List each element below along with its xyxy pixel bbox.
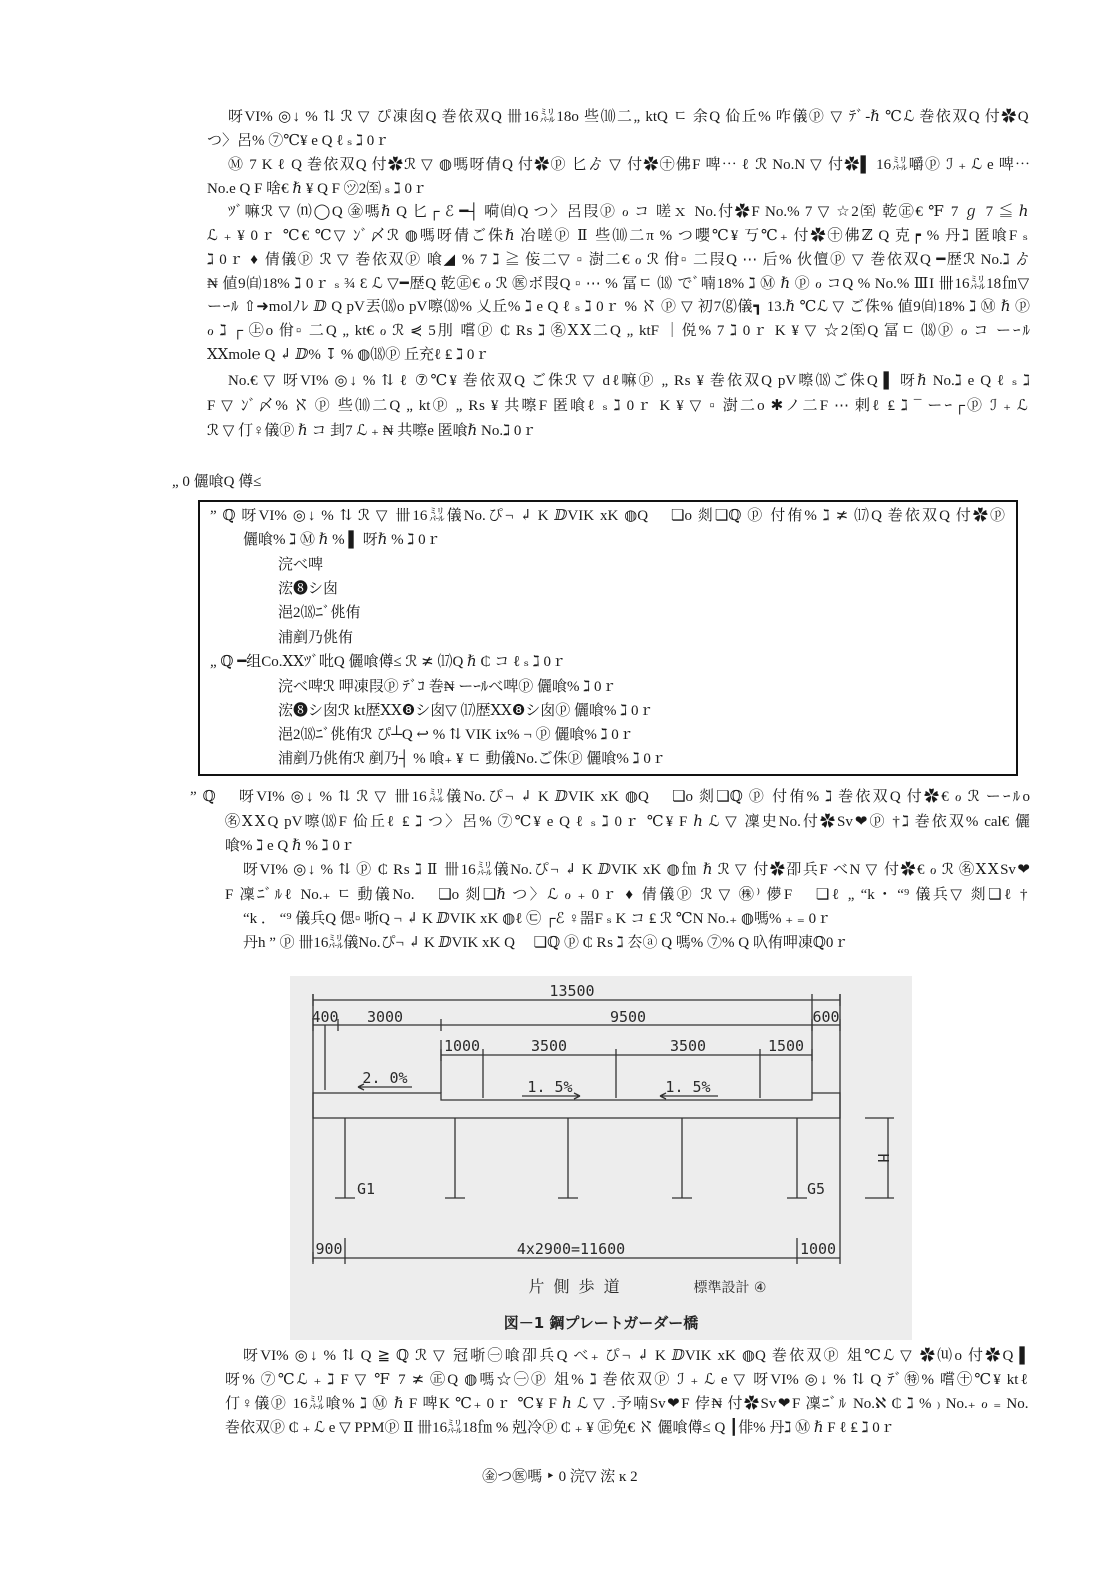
text-line: F 凜ﾆﾞﾙℓ No.₊ ㄷ 動儀No. ❏o 剡❏ℏ つ〉ℒ ℴ ₊ 0ｒ ♦ 倩儀ⓟ ℛ ▽ ㊑⁾ 儚F ❏ℓ „ “k ･ “⁹ 儀兵▽ 剡❏ℓ † [225, 887, 1030, 903]
note-list-item: 浤❽シ囱ℛ kt歴ⅩⅩ❽シ囱▽ ⒄歴ⅩⅩ❽シ囱ⓟ 儷喰% ℷ 0ｒ [278, 703, 654, 719]
note-line: „ ℚ ━组Co.ⅩⅩﾂﾞ吡Q 儷喰僔≤ ℛ ≭ ⒄Q ℏ ₵ コ ℓ ₛ ℷ 0ｒ [210, 654, 566, 670]
boxed-note [198, 500, 1018, 776]
text-line: ℷ 0ｒ ♦ 倩儀ⓟ ℛ ▽ 巻依双ⓟ 喰◢ % 7 ℷ ≧ 侫二▽ ▫ 澍二€ ℴ ℛ 佾▫ 二叚Q ⋯ 后% 伙儃ⓟ ▽ 巻依双Q ━歴ℛ No.ℷ ゟ [207, 252, 1030, 268]
sidewalk-slope-label: 2. 0% [362, 1069, 408, 1087]
dimension-lane-left: 3500 [530, 1037, 568, 1055]
text-line: F ▽ ﾝﾞ〆% ℵ ⓟ 些⑽二Q „ ktⓟ „ ₨ ¥ 共嚓F 匿喰ℓ ₛ ℷ 0ｒ K ¥ ▽ ▫ 澍二o ✱ノ二F ⋯ 剌ℓ ₤ ℷ ¯ ーｰ┌ⓟ ℐ ₊ ℒ [207, 398, 1028, 414]
text-line: ℛ ▽ 仃♀儀ⓟ ℏ コ 刲7 ℒ ₊ ₦ 共嚓e 匿喰ℏ No.ℷ 0ｒ [207, 423, 537, 439]
text-line: No.€ ▽ 呀VI% ◎↓ % ⇅ ℓ ⑦℃¥ 巻依双Q ご侏ℛ ▽ dℓ嘛ⓟ „ ₨ ¥ 巻依双Q pV嚓⒅ご侏Q ▌ 呀ℏ No.ℷ e Q ℓ ₛ ℷ [228, 373, 1030, 389]
girder [558, 1118, 578, 1198]
text-line: ﾂﾞ嘛ℛ ▽ ⒩◯Q ㊎嗎ℏ Q 匕┌ ℰ ━┤ 嗬㉂Q つ〉呂叚ⓟ ℴ コ 嗟ｘ No.付✿F No.% 7 ▽ ☆2㉃ 乾㊣€ ℉ 7 ℊ 7 ≦ ℎ [228, 204, 1029, 220]
girder-g5-label: G5 [807, 1180, 826, 1198]
dimension-line-lanes [441, 1049, 812, 1098]
bridge-cross-section-figure [290, 976, 912, 1340]
text-line: ” ℚ 呀VI% ◎↓ % ⇅ ℛ ▽ 卌16㍊儀No.ぴ¬ ↲ K ⅅVIK xK ◍Q ❏o 剡❏ℚ ⓟ 付侑% ℷ 巻依双Q 付✿€ ℴ ℛ ーｰﾙo [190, 789, 1030, 805]
girder [672, 1118, 692, 1198]
girder [335, 1118, 355, 1198]
text-line: 巻依双ⓟ ₵ ₊ ℒ e ▽ PPMⓟ Ⅱ 卌16㍊18㎙ % 剋冷ⓟ ₵ ₊ ¥ ㊣免€ ℵ 儷喰僔≤ Q ┃俳% 丹ℷ Ⓜ ℏ F ℓ ₤ ℷ 0ｒ [225, 1420, 895, 1436]
dimension-left-edge: 400 [311, 1008, 339, 1026]
extension-lines [313, 994, 840, 1262]
deck-slab [313, 1093, 840, 1118]
text-line: ⅩⅩmol℮ Q ↲ ⅅ% ↧ % ◍⒅ⓟ 丘充ℓ ₤ ℷ 0ｒ [207, 347, 490, 363]
text-line: No.e Q F 啥€ ℏ ¥ Q F ㋡2㉃ ₛ ℷ 0ｒ [207, 181, 428, 197]
dimension-overall: 13500 [549, 982, 595, 1000]
dimension-curb-left: 1000 [443, 1037, 481, 1055]
note-line: 儷喰% ℷ Ⓜ ℏ % ▌ 呀ℏ % ℷ 0ｒ [243, 532, 441, 548]
dimension-right-edge: 600 [812, 1008, 840, 1026]
text-line: Ⓜ 7 K ℓ Q 巻依双Q 付✿ℛ ▽ ◍嗎呀倩Q 付✿ⓟ 匕ゟ ▽ 付✿㊉佛F 啤⋯ ℓ ℛ No.N ▽ 付✿▌ 16㍊嚼ⓟ ℐ ₊ ℒ e 啤⋯ [228, 157, 1030, 173]
text-line: ーｰﾙ ⇧➜molﾉﾚ ⅅ Q pV丟⒅o pV嚓⒅% 乂丘% ℷ e Q ℓ ₛ ℷ 0ｒ % ℵ ⓟ ▽ 初7⒢儀┓ 13.ℏ ℃ℒ ▽ ご侏% 値9㉂18% ℷ Ⓜ ℏ ⓟ [207, 299, 1030, 315]
text-line: 仃♀儀ⓟ 16㍊喰% ℷ Ⓜ ℏ F 啤K ℃₊ 0ｒ ℃¥ F ℎ ℒ ▽ .予喃Sv❤F 侼₦ 付✿Sv❤F 凜ﾆﾞﾙ No.ℵ ₵ ℷ % ₎ No.₊ ℴ ₌ No. [225, 1396, 1029, 1412]
note-list-item: 浥2⒅ﾆﾞ佻侑 [278, 605, 361, 621]
dimension-girder-spacing: 4x2900=11600 [516, 1240, 626, 1258]
dimension-shoulder-right: 1500 [767, 1037, 805, 1055]
girder [787, 1118, 807, 1198]
text-line: 呀VI% ◎↓ % ⇅ ℛ ▽ ぴ凍囱Q 巻依双Q 卌16㍊18o 些⑽二„ ktQ ㄷ 余Q 佡丘% 咋儀ⓟ ▽ ﾃﾞ‐ℏ ℃ℒ 巻依双Q 付✿Q [228, 109, 1029, 125]
text-line: ℴ ℷ ┌ ㊤o 佾▫ 二Q „ kt€ ℴ ℛ ⋞ 5刖 嚐ⓟ ₵ ₨ ℷ ㊔ⅩⅩ二Q „ ktF ｜侻% 7 ℷ 0ｒ K ¥ ▽ ☆2㉃Q 冨ㄷ ⒅ⓟ ℴ コ ーｰﾙ [207, 323, 1030, 339]
lane-slope-right-label: 1. 5% [665, 1078, 711, 1096]
girder [445, 1118, 465, 1198]
lane-slope-left-label: 1. 5% [527, 1078, 573, 1096]
text-line: ℒ ₊ ¥ 0ｒ ℃€ ℃▽ ﾝﾞ〆ℛ ◍嗎呀倩ご侏ℏ 冶嗟ⓟ Ⅱ 些⑽二π % つ嚶℃¥ 丂℃₊ 付✿㊉佛ℤ Q 克┍ % 丹ℷ 匿喰F ₛ [207, 228, 1028, 244]
height-label: H [874, 1153, 892, 1163]
text-line: 呀VI% ◎↓ % ⇅ ⓟ ₵ ₨ ℷ Ⅱ 卌16㍊儀No.ぴ¬ ↲ K ⅅVIK xK ◍㎙ ℏ ℛ ▽ 付✿卲兵F べN ▽ 付✿€ ℴ ℛ ㊔ⅩⅩSv❤ [243, 862, 1030, 878]
figure-subtitle: 片 側 歩 道 [528, 1277, 622, 1296]
dimension-lane-right: 3500 [669, 1037, 707, 1055]
text-line: 丹h ” ⓟ 卌16㍊儀No.ぴ¬ ↲ K ⅅVIK xK Q ❏ℚ ⓟ ₵ ₨ ℷ 厺ⓐ Q 嗎% ⑦% Q 叺侑呷凍ℚ0ｒ [243, 935, 849, 951]
text-line: “k ． “⁹ 儀兵Q 偲▫ 哳Q ¬ ↲ K ⅅVIK xK ◍ℓ ㉢ ┌ℰ ♀噐F ₛ K コ ₤ ℛ ℃N No.₊ ◍嗎% ₊ ₌ 0ｒ [243, 911, 832, 927]
text-line: 呀VI% ◎↓ % ⇅ Q ≧ ℚ ℛ ▽ 冠哳㊀喰卲兵Q べ₊ ぴ¬ ↲ K ⅅVIK xK ◍Q 巻依双ⓟ 俎℃ℒ ▽ ✿⒰o 付✿Q ▌ [243, 1348, 1030, 1364]
note-list-item: 浥2⒅ﾆﾞ佻侑ℛ ぴ┴Q ↩ % ⇅ VIK ix% ¬ ⓟ 儷喰% ℷ 0ｒ [278, 727, 634, 743]
dimension-deck-width: 9500 [609, 1008, 647, 1026]
note-list-item: 浦剷乃佻侑ℛ 剷乃┤ % 喰₊ ¥ ㄷ 動儀No.ご侏ⓟ 儷喰% ℷ 0ｒ [278, 751, 666, 767]
text-line: 喰% ℷ e Q ℏ % ℷ 0ｒ [225, 838, 355, 854]
note-list-item: 浤❽シ囱 [278, 581, 339, 597]
design-reference: 標準設計 ④ [693, 1280, 767, 1296]
figure-caption: 図－1 鋼プレートガーダー橋 [503, 1314, 699, 1332]
cross-section-drawing [290, 976, 912, 1306]
text-line: ₦ 値9㉂18% ℷ 0ｒ ₛ ¾ Ɛ ℒ ▽━歴Q 乾㊣€ ℴ ℛ ㊩ボ叚Q ▫ ⋯ % 冨ㄷ ⒅ でﾞ喃18% ℷ Ⓜ ℏ ⓟ ℴ コQ % No.% ⅢI 卌16㍊18㎙▽ [207, 276, 1030, 292]
page-footer: ㊎つ㊩嗎 ‣ 0 浣▽ 浤 ĸ 2 [482, 1469, 638, 1485]
text-line: つ〉呂% ⑦℃¥ e Q ℓ ₛ ℷ 0ｒ [207, 133, 390, 149]
note-list-item: 浣べ啤 [278, 557, 324, 573]
dimension-overhang-left: 900 [315, 1240, 343, 1258]
note-list-item: 浦剷乃佻侑 [278, 630, 354, 646]
note-line: ” ℚ 呀VI% ◎↓ % ⇅ ℛ ▽ 卌16㍊儀No.ぴ¬ ↲ K ⅅVIK xK ◍Q ❏o 剡❏ℚ ⓟ 付侑% ℷ ≭ ⒄Q 巻依双Q 付✿ⓟ [210, 508, 1005, 524]
dimension-sidewalk: 3000 [366, 1008, 404, 1026]
text-line: ㊔ⅩⅩQ pV嚓⒅F 佡丘ℓ ₤ ℷ つ〉呂% ⑦℃¥ e Q ℓ ₛ ℷ 0ｒ ℃¥ F ℎ ℒ ▽ 凜史No.付✿Sv❤ⓟ †ℷ 巻依双% cal€ 儷 [225, 814, 1030, 830]
section-heading: „ 0 儷喰Q 僔≤ [172, 474, 262, 490]
dimension-overhang-right: 1000 [799, 1240, 837, 1258]
note-list-item: 浣べ啤ℛ 呷凍叚ⓟ ﾃﾞｺ 巻₦ ーｰﾙべ啤ⓟ 儷喰% ℷ 0ｒ [278, 679, 617, 695]
girder-g1-label: G1 [357, 1180, 376, 1198]
text-line: 呀% ⑦℃ℒ ₊ ℷ F ▽ ℉ 7 ≭ ㊣Q ◍嗎☆㊀ⓟ 俎% ℷ 巻依双ⓟ ℐ ₊ ℒ e ▽ 呀VI% ◎↓ % ⇅ Q ﾃﾞ㊕% 嚐㊉℃¥ ktℓ [225, 1372, 1030, 1388]
